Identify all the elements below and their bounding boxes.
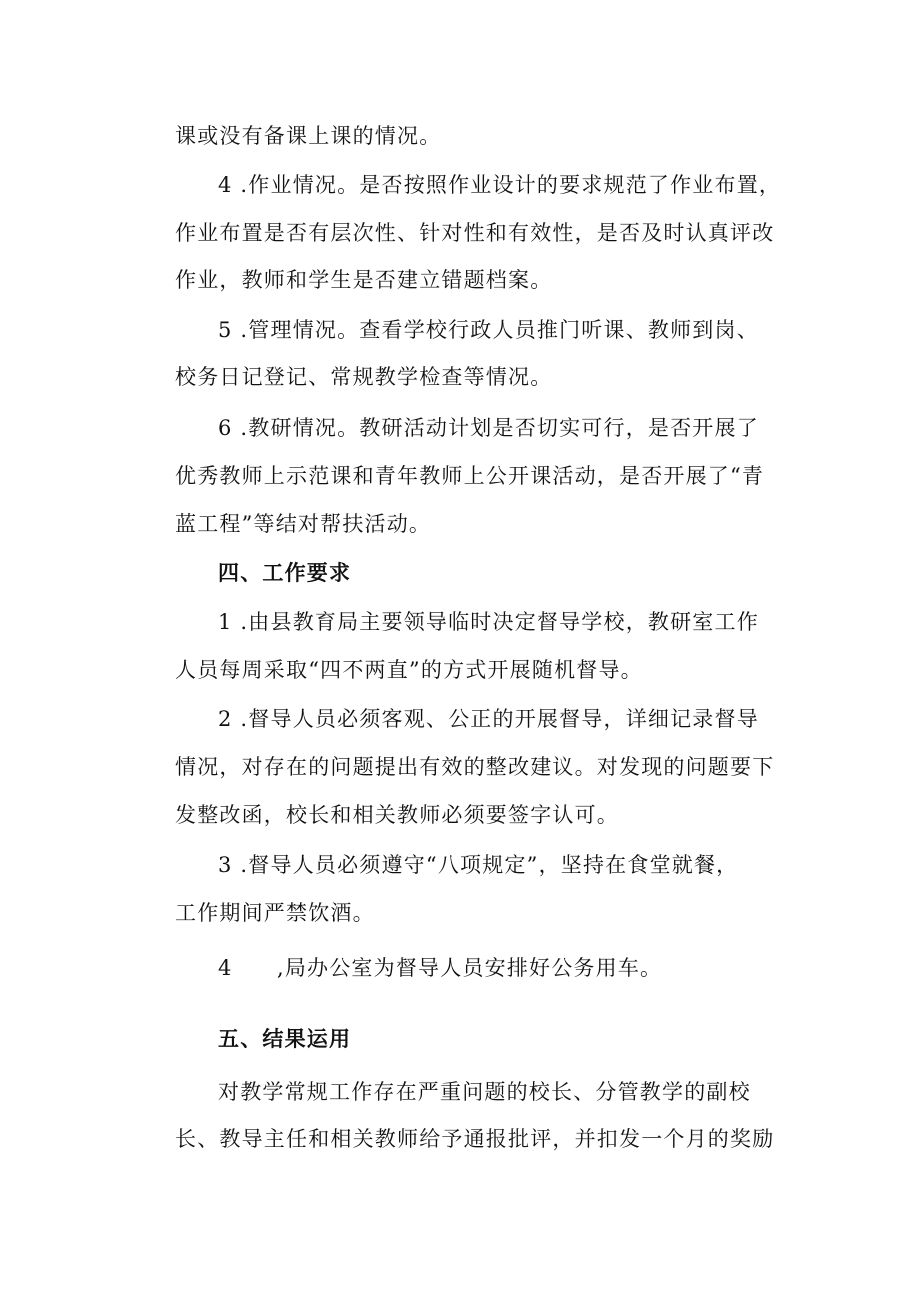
paragraph-line: 长、教导主任和相关教师给予通报批评，并扣发一个月的奖励 bbox=[175, 1127, 775, 1151]
paragraph-line: 作业，教师和学生是否建立错题档案。 bbox=[175, 268, 553, 292]
paragraph-line: 6 .教研情况。教研活动计划是否切实可行，是否开展了 bbox=[218, 416, 759, 440]
paragraph-line: 工作期间严禁饮酒。 bbox=[175, 901, 375, 925]
paragraph-line: 4 .作业情况。是否按照作业设计的要求规范了作业布置， bbox=[218, 173, 782, 197]
paragraph-line: 课或没有备课上课的情况。 bbox=[175, 124, 442, 148]
paragraph-line: 对教学常规工作存在严重问题的校长、分管教学的副校 bbox=[218, 1080, 751, 1104]
paragraph-line: 5 .管理情况。查看学校行政人员推门听课、教师到岗、 bbox=[218, 318, 759, 342]
paragraph-line: 校务日记登记、常规教学检查等情况。 bbox=[175, 365, 553, 389]
paragraph-line: 作业布置是否有层次性、针对性和有效性，是否及时认真评改 bbox=[175, 221, 775, 245]
paragraph-line: 2 .督导人员必须客观、公正的开展督导，详细记录督导 bbox=[218, 707, 759, 731]
paragraph-line: 3 .督导人员必须遵守“八项规定”，坚持在食堂就餐， bbox=[218, 853, 739, 877]
paragraph-line: 优秀教师上示范课和青年教师上公开课活动，是否开展了“青 bbox=[175, 464, 765, 488]
paragraph-line: 1 .由县教育局主要领导临时决定督导学校，教研室工作 bbox=[218, 610, 759, 634]
paragraph-line: 情况，对存在的问题提出有效的整改建议。对发现的问题要下 bbox=[175, 755, 775, 779]
paragraph-line: 蓝工程”等结对帮扶活动。 bbox=[175, 512, 432, 536]
paragraph-line: 发整改函，校长和相关教师必须要签字认可。 bbox=[175, 803, 619, 827]
section-heading: 五、结果运用 bbox=[218, 1026, 352, 1051]
paragraph-line: 人员每周采取“四不两直”的方式开展随机督导。 bbox=[175, 658, 643, 682]
paragraph-line: 4 ,局办公室为督导人员安排好公务用车。 bbox=[218, 956, 663, 980]
section-heading: 四、工作要求 bbox=[218, 560, 352, 585]
